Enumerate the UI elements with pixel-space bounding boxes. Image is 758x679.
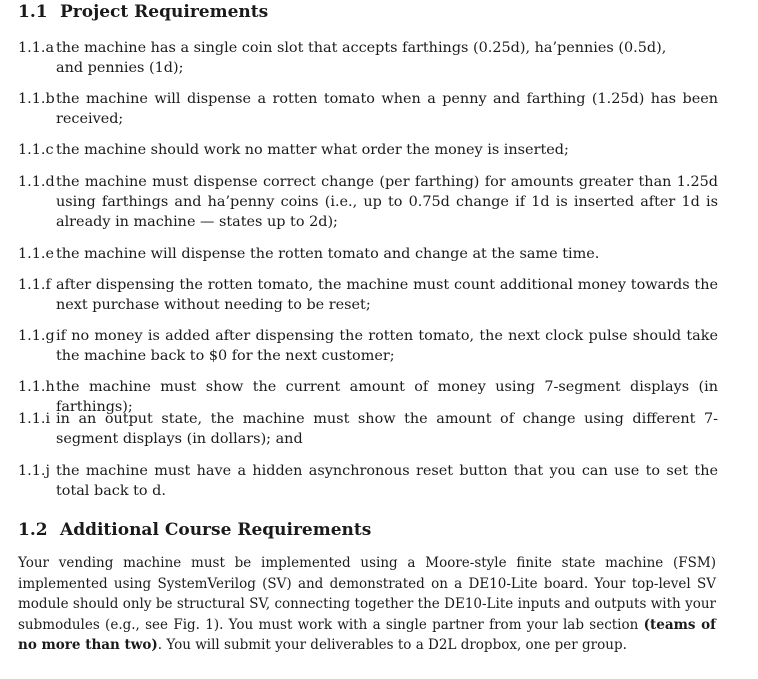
requirement-item	[18, 89, 718, 129]
requirement-item	[18, 244, 718, 264]
paragraph-text-end: . You will submit your deliverables to a D2L dropbox, one per group.	[157, 637, 627, 654]
requirement-item	[18, 38, 718, 78]
item-label: 1.1.a	[18, 40, 55, 56]
item-label: 1.1.e	[18, 246, 54, 262]
item-label: 1.1.f	[18, 277, 51, 293]
item-text: in an output state, the machine must show the amount of change using different 7-segment displays (in dollars); and	[56, 411, 718, 447]
requirement-item	[18, 461, 718, 501]
team-size-emphasis: (teams of no more than two)	[18, 616, 716, 654]
requirement-item	[18, 326, 718, 366]
item-text: the machine must dispense correct change (per farthing) for amounts greater than 1.25d using farthings and ha’penny coins (i.e., up to 0.75d change if 1d is inserted after 1d is already in machine — states up to 2d);	[56, 174, 718, 230]
item-text: if no money is added after dispensing the rotten tomato, the next clock pulse should take the machine back to $0 for the next customer;	[56, 328, 718, 364]
requirement-item	[18, 275, 718, 315]
course-requirements-paragraph	[18, 553, 716, 656]
item-label: 1.1.j	[18, 463, 50, 479]
requirement-item	[18, 172, 718, 232]
item-label: 1.1.h	[18, 379, 55, 395]
section-heading-1-1	[18, 2, 268, 22]
item-text: the machine must show the current amount of money using 7-segment displays (in farthings);	[56, 379, 718, 415]
item-text: the machine must have a hidden asynchronous reset button that you can use to set the total back to d.	[56, 463, 718, 499]
paragraph-text: Your vending machine must be implemented using a Moore-style finite state machine (FSM) implemented using SystemVerilog (SV) and demonstrated on a DE10-Lite board. Your top-level SV module should only be structural SV, connecting together the DE10-Lite inputs and outputs with your submodules (e.g., see Fig. 1). You must work with a single partner from your lab section	[18, 555, 716, 633]
item-label: 1.1.i	[18, 411, 51, 427]
item-label: 1.1.b	[18, 91, 55, 107]
item-label: 1.1.d	[18, 174, 55, 190]
section-title: Additional Course Requirements	[60, 520, 372, 540]
item-text: the machine will dispense a rotten tomato when a penny and farthing (1.25d) has been received;	[56, 91, 718, 127]
requirement-item	[18, 140, 718, 160]
section-title: Project Requirements	[60, 2, 269, 22]
section-number: 1.2	[18, 520, 48, 540]
section-number: 1.1	[18, 2, 48, 22]
item-text: the machine should work no matter what order the money is inserted;	[56, 142, 569, 158]
section-heading-1-2	[18, 520, 371, 540]
item-label: 1.1.c	[18, 142, 54, 158]
requirement-item	[18, 409, 718, 449]
item-text: the machine will dispense the rotten tomato and change at the same time.	[56, 246, 600, 262]
item-text: after dispensing the rotten tomato, the machine must count additional money towards the next purchase without needing to be reset;	[56, 277, 718, 313]
item-text: the machine has a single coin slot that accepts farthings (0.25d), ha’pennies (0.5d), and pennies (1d);	[56, 40, 667, 76]
item-label: 1.1.g	[18, 328, 55, 344]
